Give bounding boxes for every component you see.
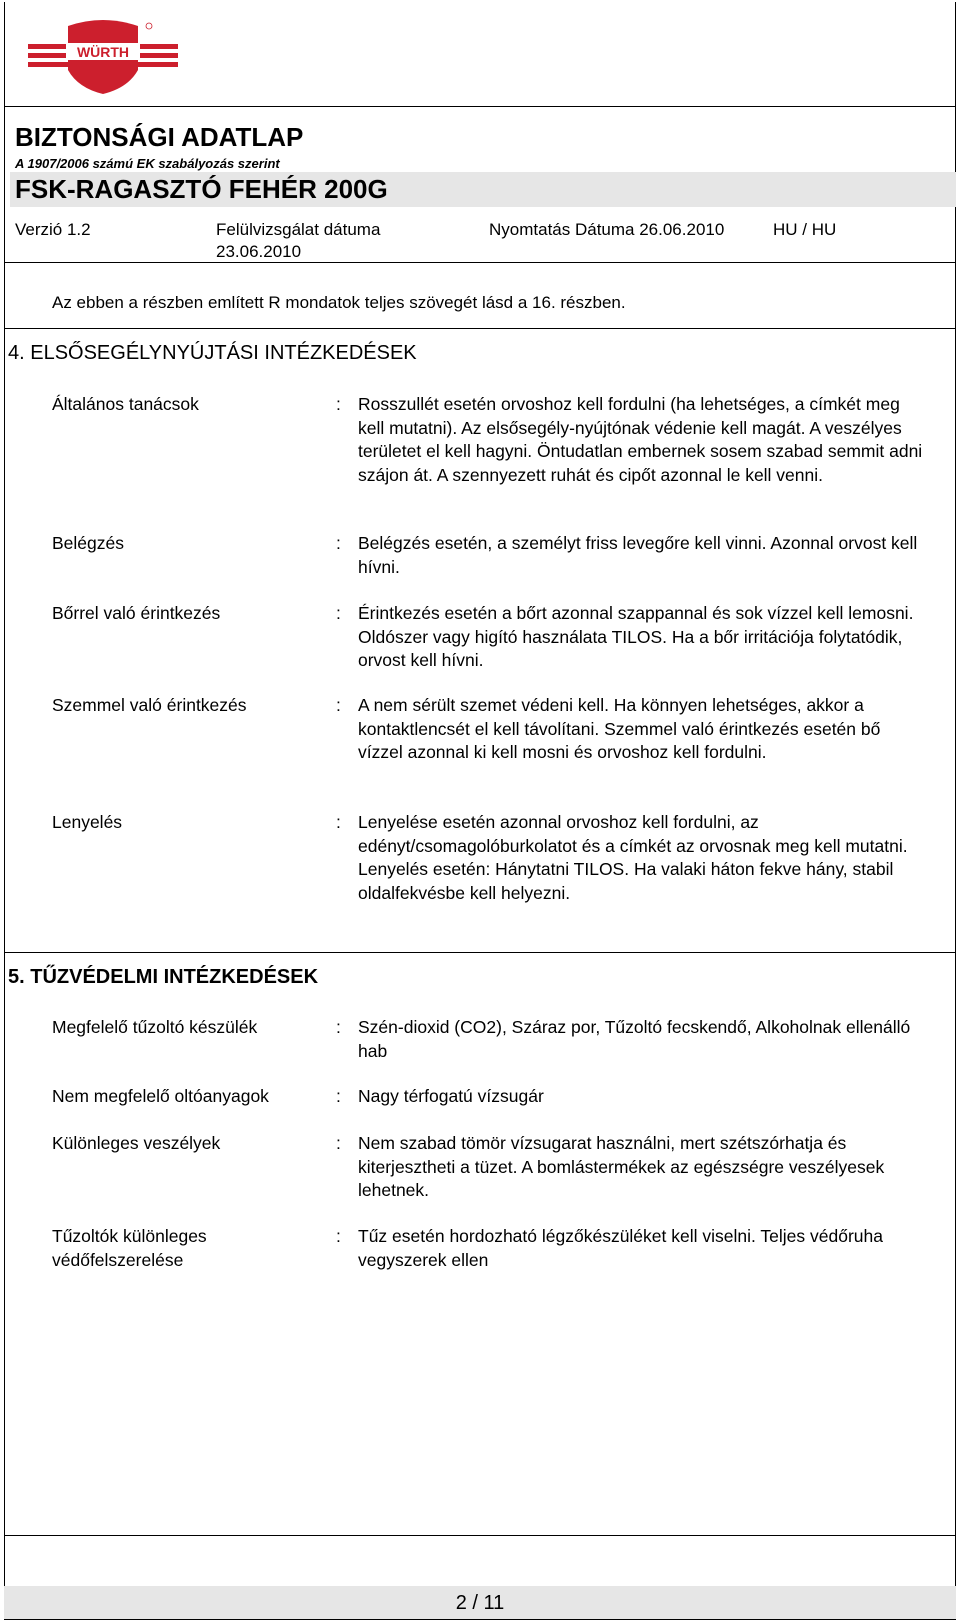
row-colon: : — [336, 603, 341, 623]
footer-divider — [4, 1535, 956, 1536]
footer-bar — [4, 1586, 956, 1620]
revision-label: Felülvizsgálat dátuma — [216, 220, 381, 239]
intro-note: Az ebben a részben említett R mondatok teljes szövegét lásd a 16. részben. — [52, 293, 626, 312]
product-name-bar — [10, 172, 956, 207]
row-value: Rosszullét esetén orvoshoz kell fordulni (ha lehetséges, a címkét meg kell mutatni). Az elsősegély-nyújtónak védenie kell magát. A veszélyes területet el kell hagyni. Öntudatlan embernek sosem szabad semmit adni szájon át. A szennyezett ruhát és cipőt azonnal le kell venni. — [358, 394, 923, 485]
row-label: Bőrrel való érintkezés — [52, 603, 221, 623]
row-colon: : — [336, 1086, 341, 1106]
page-number: 2 / 11 — [455, 1592, 505, 1614]
section-5-title: 5. TŰZVÉDELMI INTÉZKEDÉSEK — [8, 966, 319, 988]
row-value: Tűz esetén hordozható légzőkészüléket kell viselni. Teljes védőruha vegyszerek ellen — [358, 1226, 883, 1270]
locale: HU / HU — [773, 220, 837, 239]
section-4-title: 4. ELSŐSEGÉLYNYÚJTÁSI INTÉZKEDÉSEK — [8, 342, 417, 364]
row-value: Belégzés esetén, a személyt friss levegőre kell vinni. Azonnal orvost kell hívni. — [358, 533, 918, 577]
row-colon: : — [336, 1133, 341, 1153]
section-divider-5 — [4, 952, 956, 953]
revision-date: 23.06.2010 — [216, 242, 302, 261]
row-label: Belégzés — [52, 533, 124, 553]
row-label: Nem megfelelő oltóanyagok — [52, 1086, 269, 1106]
header-divider-top — [4, 106, 956, 107]
document-title: BIZTONSÁGI ADATLAP — [15, 122, 304, 152]
row-label: Megfelelő tűzoltó készülék — [52, 1017, 258, 1037]
row-colon: : — [336, 1226, 341, 1246]
row-value: A nem sérült szemet védeni kell. Ha könnyen lehetséges, akkor a kontaktlencsét el kell távolítani. Szemmel való érintkezés esetén bő vízzel azonnal ki kell mosni és orvoshoz kell fordulni. — [358, 695, 881, 762]
version: Verzió 1.2 — [15, 220, 91, 239]
row-label: Különleges veszélyek — [52, 1133, 221, 1153]
wurth-logo — [28, 18, 178, 98]
row-value: Nagy térfogatú vízsugár — [358, 1086, 544, 1106]
print-date: Nyomtatás Dátuma 26.06.2010 — [489, 220, 725, 239]
row-label: Szemmel való érintkezés — [52, 695, 247, 715]
row-label: Tűzoltók különleges védőfelszerelése — [52, 1226, 207, 1270]
product-name: FSK-RAGASZTÓ FEHÉR 200G — [15, 174, 388, 204]
row-value: Nem szabad tömör vízsugarat használni, mert szétszórhatja és kiterjesztheti a tüzet. A bomlástermékek az egészségre veszélyesek lehetnek. — [358, 1133, 885, 1200]
row-label: Lenyelés — [52, 812, 123, 832]
row-colon: : — [336, 695, 341, 715]
section-divider-4 — [4, 328, 956, 329]
page-bottom-border — [4, 1619, 956, 1620]
row-value: Szén-dioxid (CO2), Száraz por, Tűzoltó fecskendő, Alkoholnak ellenálló hab — [358, 1017, 911, 1061]
row-colon: : — [336, 1017, 341, 1037]
row-value: Lenyelése esetén azonnal orvoshoz kell fordulni, az edényt/csomagolóburkolatot és a címkét az orvosnak meg kell mutatni. Lenyelés esetén: Hánytatni TILOS. Ha valaki háton fekve hány, stabil oldalfekvésbe kell helyezni. — [358, 812, 908, 903]
document-subtitle: A 1907/2006 számú EK szabályozás szerint — [15, 156, 280, 171]
row-colon: : — [336, 812, 341, 832]
row-colon: : — [336, 533, 341, 553]
row-value: Érintkezés esetén a bőrt azonnal szappannal és sok vízzel kell lemosni. Oldószer vagy higító használata TILOS. Ha a bőr irritációja folytatódik, orvost kell hívni. — [358, 603, 914, 670]
row-label: Általános tanácsok — [52, 394, 199, 414]
header-divider-bottom — [4, 262, 956, 263]
row-colon: : — [336, 394, 341, 414]
logo-text: WÜRTH — [76, 44, 130, 60]
